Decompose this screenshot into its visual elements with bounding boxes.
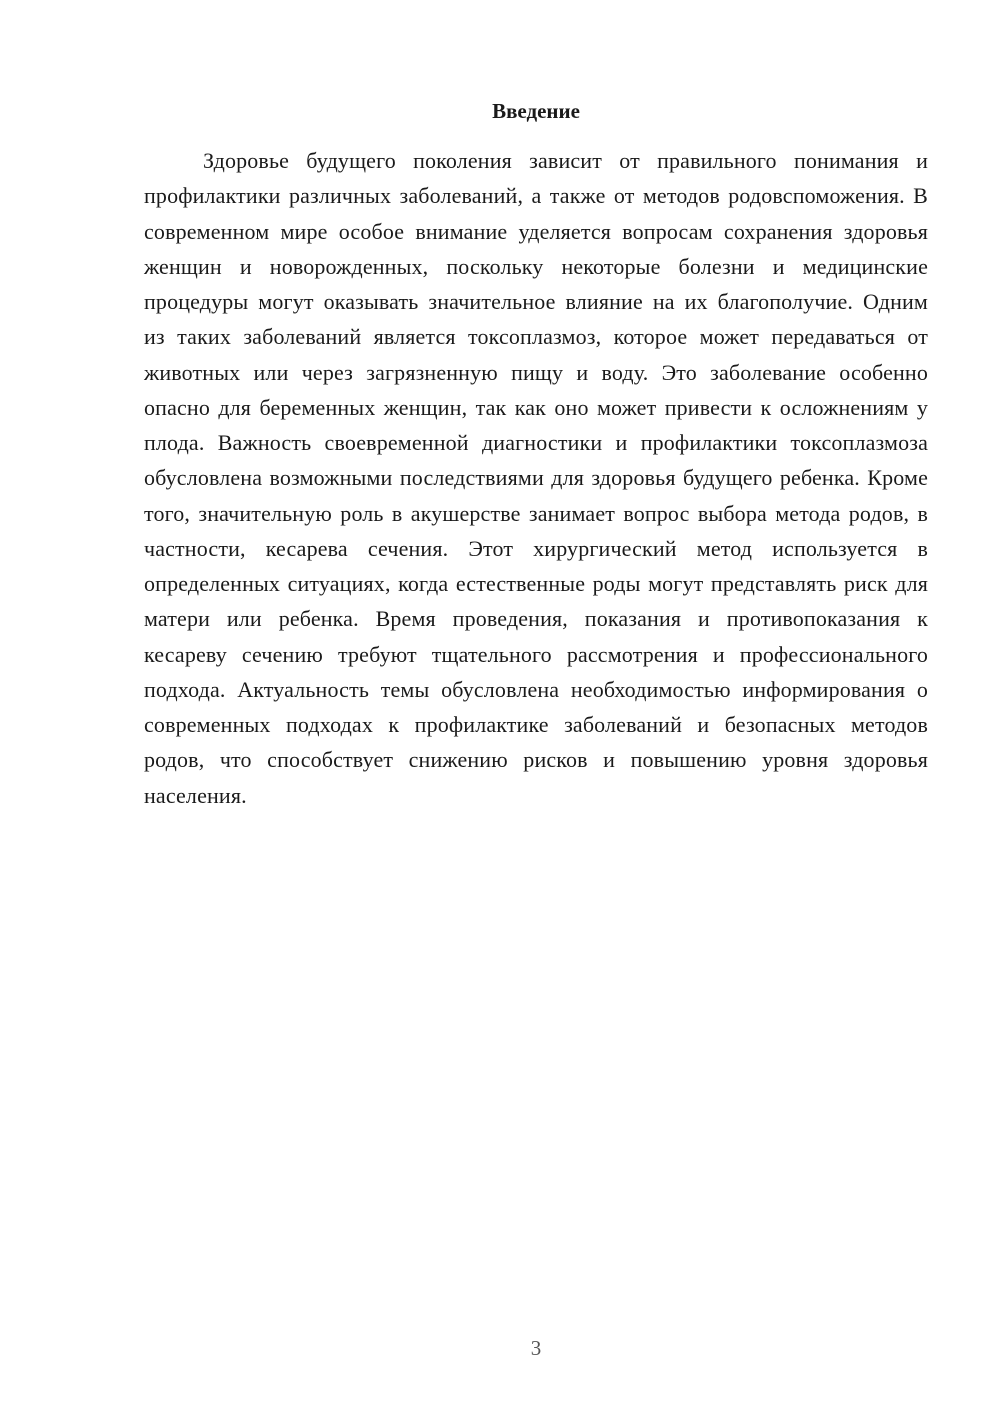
introduction-paragraph: Здоровье будущего поколения зависит от правильного понимания и профилактики различных заболеваний, а также от методов родовспоможения. В современном мире особое внимание уделяется вопросам сохранения здоровья женщин и новорожденных, поскольку некоторые болезни и медицинские процедуры могут оказывать значительное влияние на их благополучие. Одним из таких заболеваний является токсоплазмоз, которое может передаваться от животных или через загрязненную пищу и воду. Это заболевание особенно опасно для беременных женщин, так как оно может привести к осложнениям у плода. Важность своевременной диагностики и профилактики токсоплазмоза обусловлена возможными последствиями для здоровья будущего ребенка. Кроме того, значительную роль в акушерстве занимает вопрос выбора метода родов, в частности, кесарева сечения. Этот хирургический метод используется в определенных ситуациях, когда естественные роды могут представлять риск для матери или ребенка. Время проведения, показания и противопоказания к кесареву сечению требуют тщательного рассмотрения и профессионального подхода. Актуальность темы обусловлена необходимостью информирования о современных подходах к профилактике заболеваний и безопасных методов родов, что способствует снижению рисков и повышению уровня здоровья населения.: [144, 148, 928, 808]
section-heading: Введение: [492, 99, 580, 123]
page-number: 3: [530, 1336, 542, 1360]
